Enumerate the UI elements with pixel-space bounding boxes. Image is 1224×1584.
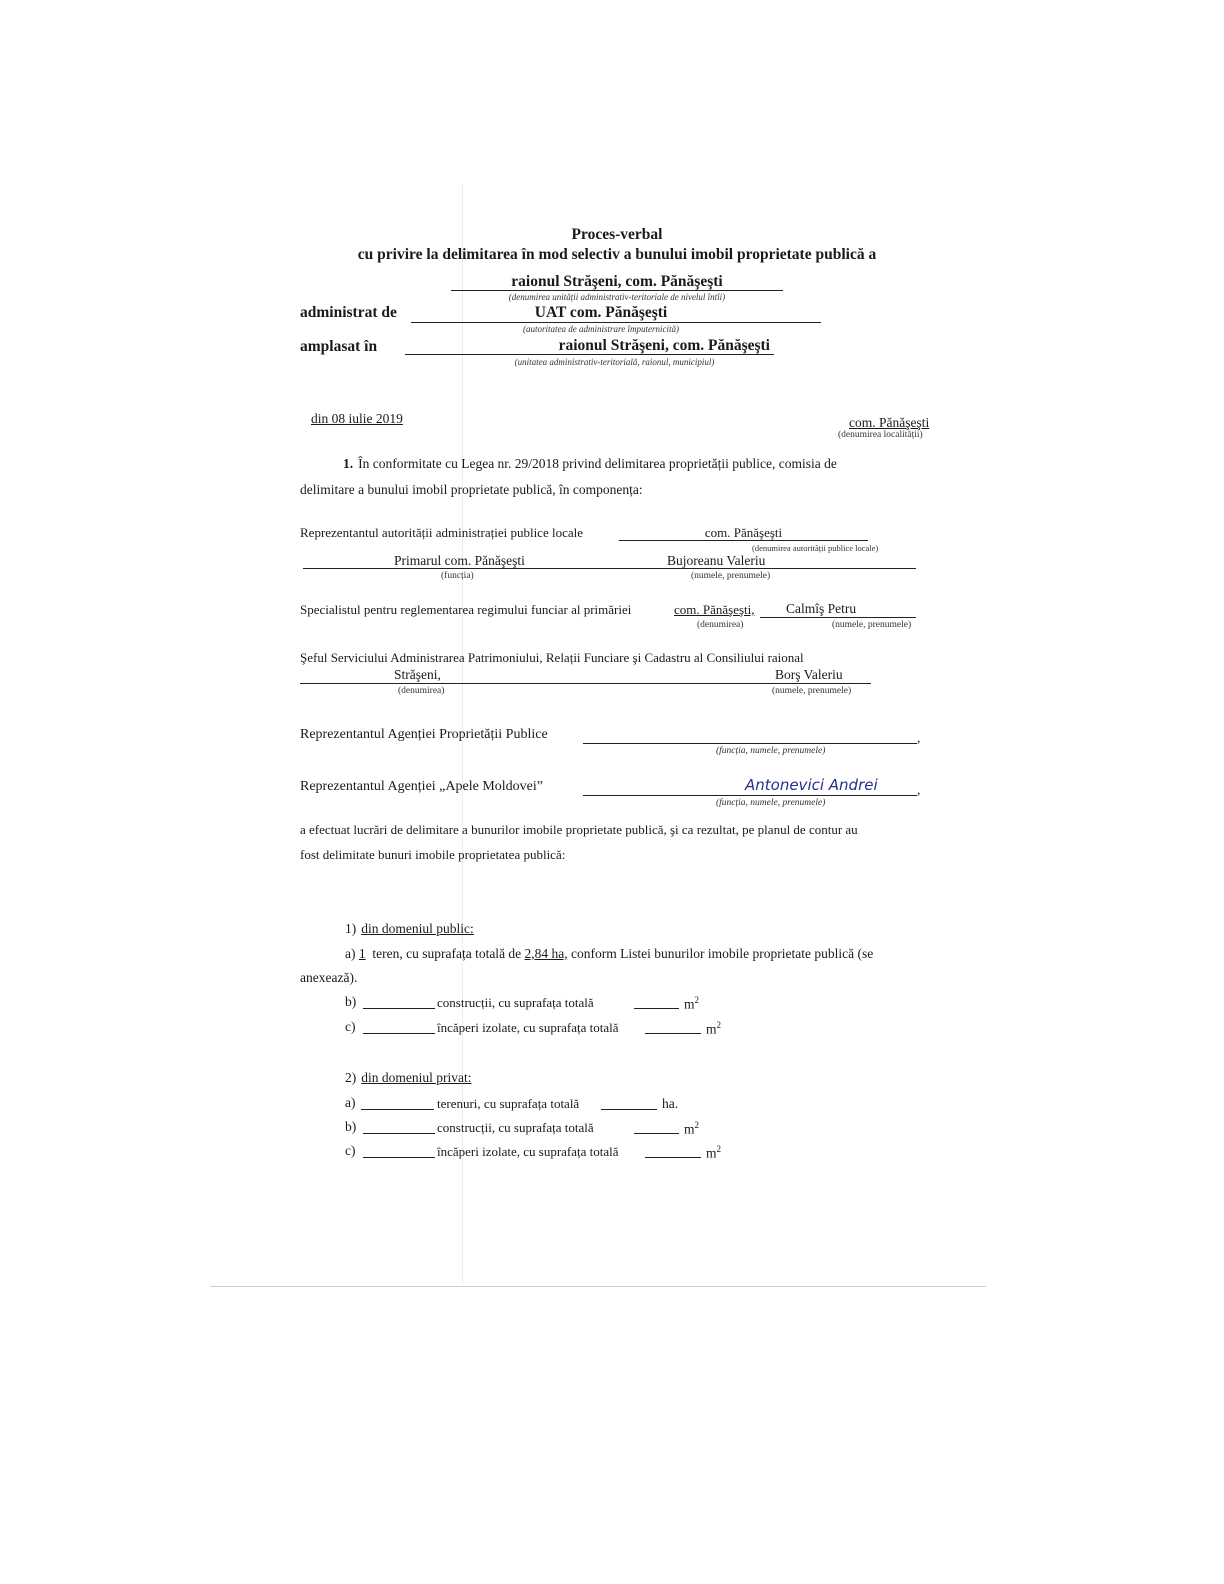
admin-label: administrat de [300,304,397,321]
intro-line-1: 1. În conformitate cu Legea nr. 29/2018 privind delimitarea proprietății publice, comisia de [343,456,837,471]
chief-name: Borş Valeriu [775,667,843,682]
document-title: Proces-verbal [571,226,663,243]
local-rep-value: com. Pănăşeşti [704,525,783,540]
document-date: din 08 iulie 2019 [311,411,403,426]
local-rep-label: Reprezentantul autorității administrației publice locale [300,525,584,540]
app-label: Reprezentantul Agenției Proprietății Publice [300,727,548,742]
chief-place: Străşeni, [394,667,441,682]
public-c-text: încăperi izolate, cu suprafața totală [437,1020,619,1035]
page-footer-rule [210,1286,986,1287]
private-c-area-blank [645,1157,701,1158]
specialist-place: com. Pănăşeşti, [674,602,755,617]
private-c-text: încăperi izolate, cu suprafața totală [437,1144,619,1159]
public-c-count-blank [363,1033,435,1034]
owner-caption: (denumirea unității administrativ-teritoriale de nivelul întîi) [508,292,726,302]
private-c-prefix: c) [345,1143,356,1158]
document-place: com. Pănăşeşti [849,415,930,430]
public-c-unit: $m^2$ [706,1020,722,1037]
chief-underline [300,683,871,684]
app-underline [583,743,917,744]
admin-caption: (autoritatea de administrare împuternicită) [523,324,679,334]
specialist-name-caption: (numele, prenumele) [832,620,912,630]
specialist-name-underline [760,617,916,618]
public-b-count-blank [363,1008,435,1009]
app-comma: , [917,730,921,745]
mayor-name: Bujoreanu Valeriu [667,553,766,568]
private-a-prefix: a) [345,1095,356,1110]
location-value: raionul Străşeni, com. Pănăşeşti [558,337,770,354]
location-label: amplasat în [300,338,378,355]
private-c-count-blank [363,1157,435,1158]
apele-handwritten-name: Antonevici Andrei [745,776,878,794]
apele-label: Reprezentantul Agenției „Apele Moldovei” [300,779,543,794]
specialist-name: Calmîş Petru [786,601,857,616]
document-subtitle: cu privire la delimitarea în mod selectiv a bunului imobil proprietate publică a [357,246,877,263]
private-a-text: terenuri, cu suprafața totală [437,1096,580,1111]
location-caption: (unitatea administrativ-teritorială, raionul, municipiul) [514,357,715,367]
private-b-prefix: b) [345,1119,357,1134]
apele-comma: , [917,782,921,797]
private-b-area-blank [634,1133,679,1134]
private-b-text: construcții, cu suprafața totală [437,1120,594,1135]
chief-place-caption: (denumirea) [398,686,445,696]
public-b-text: construcții, cu suprafața totală [437,995,594,1010]
chief-label: Şeful Serviciului Administrarea Patrimoniului, Relații Funciare şi Cadastru al Consiliului raional [300,650,804,665]
public-domain-heading: 1) din domeniul public: [345,921,474,936]
private-b-unit: $m^2$ [684,1120,700,1137]
public-c-prefix: c) [345,1019,356,1034]
result-line-2: fost delimitate bunuri imobile proprietatea publică: [300,847,566,862]
specialist-place-caption: (denumirea) [697,620,744,630]
public-b-area-blank [634,1008,679,1009]
mayor-name-caption: (numele, prenumele) [691,571,771,581]
place-caption: (denumirea localității) [838,430,923,440]
public-a-row: a) 1 teren, cu suprafața totală de 2,84 ha, conform Listei bunurilor imobile proprietate publică (se [345,946,874,961]
public-a-continuation: anexează). [300,970,358,985]
apele-underline [583,795,917,796]
private-a-count-blank [361,1109,434,1110]
private-a-unit: ha. [662,1096,679,1111]
public-c-area-blank [645,1033,701,1034]
public-b-unit: $m^2$ [684,995,700,1012]
admin-value: UAT com. Pănăşeşti [534,304,668,321]
mayor-function: Primarul com. Pănăşeşti [394,553,525,568]
public-b-prefix: b) [345,994,357,1009]
specialist-label: Specialistul pentru reglementarea regimului funciar al primăriei [300,602,632,617]
private-c-unit: $m^2$ [706,1144,722,1161]
local-rep-caption: (denumirea autorității publice locale) [752,543,879,553]
chief-name-caption: (numele, prenumele) [772,686,852,696]
private-b-count-blank [363,1133,435,1134]
private-a-area-blank [601,1109,657,1110]
owner-value: raionul Străşeni, com. Pănăşeşti [511,273,723,290]
mayor-function-caption: (funcția) [441,571,474,581]
app-caption: (funcția, numele, prenumele) [716,746,826,756]
apele-caption: (funcția, numele, prenumele) [716,798,826,808]
private-domain-heading: 2) din domeniul privat: [345,1070,472,1085]
intro-line-2: delimitare a bunului imobil proprietate publică, în componența: [300,482,643,497]
result-line-1: a efectuat lucrări de delimitare a bunurilor imobile proprietate publică, şi ca rezultat, pe planul de contur au [300,822,858,837]
admin-underline [411,322,821,323]
